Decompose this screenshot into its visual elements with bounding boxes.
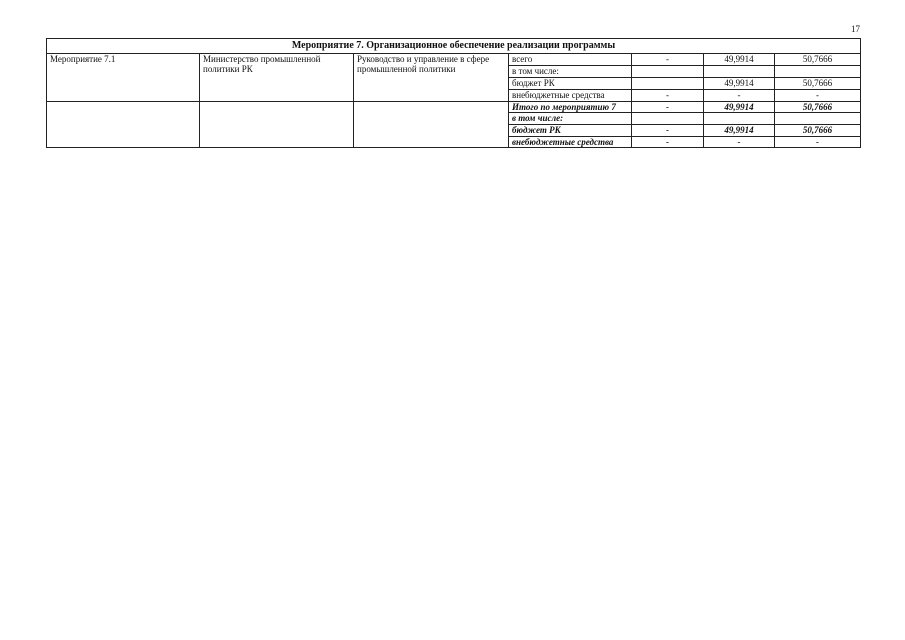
- page-number: 17: [851, 24, 860, 34]
- description-cell: Руководство и управление в сфере промышленной политики: [354, 54, 509, 102]
- empty-cell: [200, 102, 354, 148]
- total-value-cell: 49,9914: [704, 102, 775, 113]
- total-value-cell: -: [632, 102, 704, 113]
- value-cell: [632, 66, 704, 78]
- total-value-cell: 49,9914: [704, 125, 775, 137]
- funding-label: в том числе:: [509, 66, 632, 78]
- value-cell: -: [632, 54, 704, 66]
- value-cell: -: [632, 90, 704, 102]
- value-cell: [704, 66, 775, 78]
- total-value-cell: -: [775, 137, 861, 148]
- value-cell: -: [704, 90, 775, 102]
- total-label: Итого по мероприятию 7: [509, 102, 632, 113]
- total-label: бюджет РК: [509, 125, 632, 137]
- total-value-cell: [632, 113, 704, 125]
- total-value-cell: -: [632, 125, 704, 137]
- table-title-row: [47, 39, 861, 54]
- total-label: в том числе:: [509, 113, 632, 125]
- total-value-cell: -: [704, 137, 775, 148]
- value-cell: [632, 78, 704, 90]
- total-value-cell: 50,7666: [775, 102, 861, 113]
- table-row: [47, 102, 861, 113]
- funding-label: всего: [509, 54, 632, 66]
- funding-label: внебюджетные средства: [509, 90, 632, 102]
- funding-label: бюджет РК: [509, 78, 632, 90]
- empty-cell: [47, 102, 200, 148]
- program-table: [46, 38, 861, 148]
- measure-name-cell: Мероприятие 7.1: [47, 54, 200, 102]
- total-value-cell: [775, 113, 861, 125]
- value-cell: 50,7666: [775, 54, 861, 66]
- table-title: Мероприятие 7. Организационное обеспечение реализации программы: [47, 39, 861, 54]
- total-value-cell: [704, 113, 775, 125]
- total-label: внебюджетные средства: [509, 137, 632, 148]
- value-cell: 49,9914: [704, 78, 775, 90]
- executor-cell: Министерство промышленной политики РК: [200, 54, 354, 102]
- table-row: [47, 54, 861, 66]
- value-cell: -: [775, 90, 861, 102]
- total-value-cell: 50,7666: [775, 125, 861, 137]
- total-value-cell: -: [632, 137, 704, 148]
- value-cell: 50,7666: [775, 78, 861, 90]
- empty-cell: [354, 102, 509, 148]
- value-cell: [775, 66, 861, 78]
- value-cell: 49,9914: [704, 54, 775, 66]
